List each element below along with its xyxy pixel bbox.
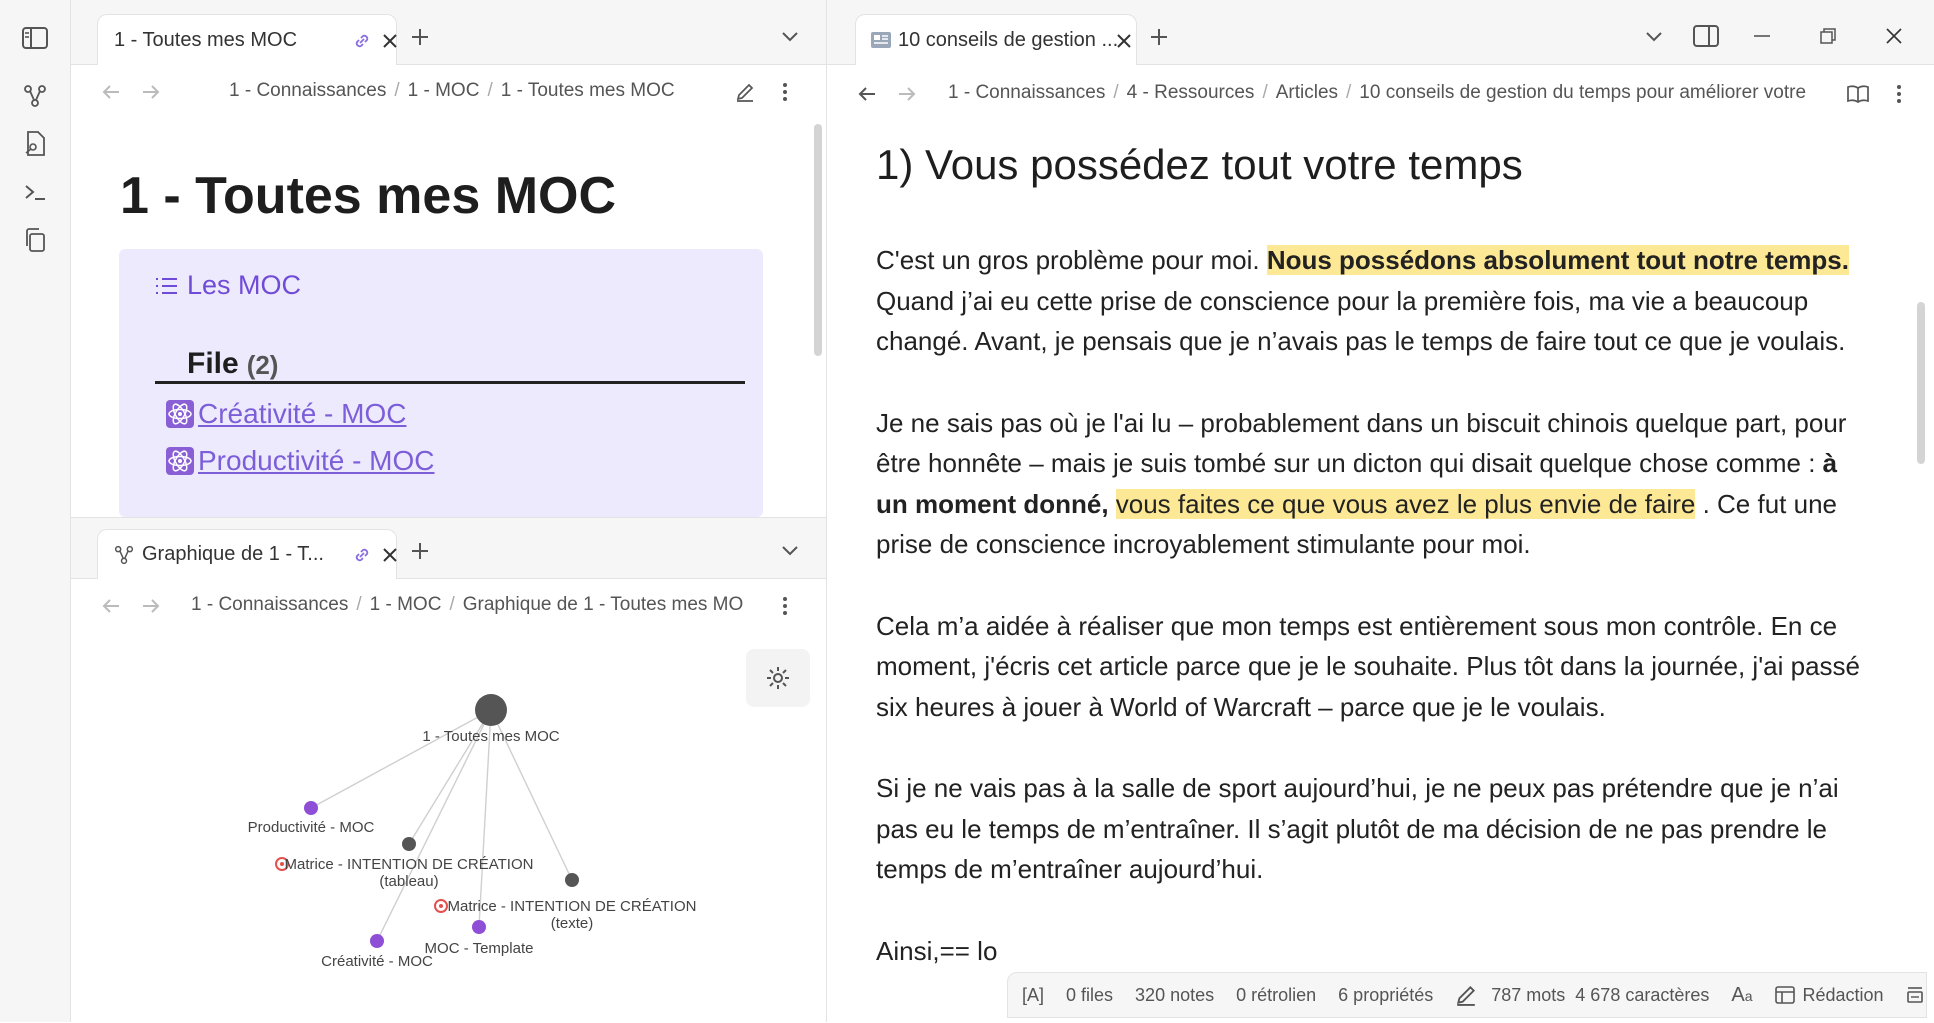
status-a[interactable]: [A] <box>1022 984 1045 1005</box>
copy-pages-icon[interactable] <box>19 224 51 256</box>
article-paragraph: Ainsi,== lo <box>876 935 998 966</box>
tab-title: 10 conseils de gestion ... <box>898 28 1119 51</box>
tab-list-chevron-icon[interactable] <box>1639 22 1669 52</box>
tab-toutes-mes-moc[interactable] <box>97 14 397 65</box>
new-tab-icon[interactable] <box>405 22 435 52</box>
article-paragraph: C'est un gros problème pour moi. Nous possédons absolument tout notre temps. Quand j’ai eu cette prise de conscience pour la première fois, ma vie a beaucoup changé. Avant, je pensais que je n’avais pas le temps de faire tout ce que je voulais. <box>876 245 1849 356</box>
atom-icon <box>166 400 194 428</box>
back-arrow-icon[interactable] <box>97 78 125 106</box>
back-arrow-icon[interactable] <box>853 80 881 108</box>
sidebar-toggle-icon[interactable] <box>19 22 51 54</box>
close-tab-icon[interactable] <box>1112 29 1136 53</box>
tab-list-chevron-icon[interactable] <box>775 22 805 52</box>
minimize-icon[interactable] <box>1745 20 1779 52</box>
editing-mode-label: Rédaction <box>1802 984 1884 1005</box>
graph-node-creativite <box>370 934 384 948</box>
forward-arrow-icon[interactable] <box>893 80 921 108</box>
breadcrumb: 1 - Connaissances / 1 - MOC / 1 - Toutes mes MOC <box>229 80 675 101</box>
graph-edge <box>311 710 491 808</box>
right-navbar <box>827 66 1934 122</box>
status-chars: 4 678 caractères <box>1575 984 1710 1005</box>
tab-title: Graphique de 1 - T... <box>142 543 324 565</box>
editing-mode[interactable] <box>1775 985 1884 1006</box>
graph-label-matrice-texte: Matrice - INTENTION DE CRÉATION <box>447 898 697 915</box>
left-top-navbar <box>71 64 826 120</box>
breadcrumb-item[interactable]: Articles <box>1275 82 1339 103</box>
right-tabbar <box>827 0 1934 65</box>
sync-stack-icon[interactable] <box>1906 985 1924 1005</box>
breadcrumb-item[interactable]: Graphique de 1 - Toutes mes MO <box>462 594 744 615</box>
close-tab-icon[interactable] <box>378 543 402 567</box>
reading-view-book-icon[interactable] <box>1843 80 1873 108</box>
more-options-icon[interactable] <box>773 78 797 106</box>
article-paragraph: Cela m’a aidée à réaliser que mon temps est entièrement sous mon contrôle. En ce moment, j'écris cet article parce que je le souhaite. Plus tôt dans la journée, j'ai passé six heures à jouer à World of Warcraft – parce que je le voulais. <box>876 610 1861 722</box>
graph-tabbar <box>71 518 826 579</box>
graph-icon <box>114 545 134 565</box>
forward-arrow-icon[interactable] <box>137 592 165 620</box>
breadcrumb-item[interactable]: 1 - Toutes mes MOC <box>500 80 675 101</box>
callout-title-text: Les MOC <box>187 270 302 300</box>
font-size-icon[interactable]: Aa <box>1731 983 1753 1006</box>
breadcrumb: 1 - Connaissances / 1 - MOC / Graphique de 1 - Toutes mes MO <box>191 594 744 615</box>
note-title: 1 - Toutes mes MOC <box>120 167 617 225</box>
graph-label-matrice-tableau-sub: (tableau) <box>379 873 439 890</box>
edit-pencil-icon[interactable] <box>731 78 759 106</box>
status-bar <box>1007 972 1927 1018</box>
graph-node-productivite <box>304 801 318 815</box>
breadcrumb-item[interactable]: 4 - Ressources <box>1126 82 1255 103</box>
graph-canvas[interactable] <box>71 638 826 1023</box>
pane-divider[interactable] <box>826 0 827 1022</box>
left-scrollbar[interactable] <box>814 124 822 356</box>
table-header <box>155 338 745 384</box>
list-icon <box>155 276 179 296</box>
new-tab-icon[interactable] <box>405 536 435 566</box>
callout-title <box>155 270 301 301</box>
forward-arrow-icon[interactable] <box>137 78 165 106</box>
graph-navbar <box>71 578 826 634</box>
right-sidebar-toggle-icon[interactable] <box>1689 20 1723 52</box>
graph-node-center <box>475 694 507 726</box>
link-icon[interactable] <box>350 29 374 53</box>
status-notes: 320 notes <box>1135 984 1215 1005</box>
graph-label-matrice-texte-sub: (texte) <box>550 915 594 932</box>
graph-label-creativite: Créativité - MOC <box>321 953 433 970</box>
right-scrollbar[interactable] <box>1917 302 1925 464</box>
daily-note-icon[interactable] <box>19 128 51 160</box>
link-productivite-moc[interactable] <box>166 445 435 477</box>
graph-node-matrice-tableau <box>402 837 416 851</box>
link-text[interactable]: Créativité - MOC <box>198 398 407 429</box>
table-header-label: File <box>187 347 239 380</box>
link-creativite-moc[interactable] <box>166 398 406 430</box>
graph-pane <box>71 517 826 1023</box>
status-words: 787 mots <box>1491 984 1566 1005</box>
link-icon[interactable] <box>350 543 374 567</box>
more-options-icon[interactable] <box>1887 80 1911 108</box>
restore-icon[interactable] <box>1811 20 1845 52</box>
left-top-tabbar <box>71 0 826 65</box>
highlight: vous faites ce que vous avez le plus envie de faire <box>1115 488 1696 519</box>
breadcrumb-item[interactable]: 1 - MOC <box>369 594 442 615</box>
graph-node-template <box>472 920 486 934</box>
graph-label-productivite: Productivité - MOC <box>247 819 375 836</box>
highlight: Nous possédons absolument tout notre temps. <box>1266 245 1849 275</box>
tab-graph[interactable] <box>97 529 397 579</box>
close-tab-icon[interactable] <box>378 29 402 53</box>
breadcrumb-item[interactable]: 10 conseils de gestion du temps pour améliorer votre <box>1359 82 1807 103</box>
close-window-icon[interactable] <box>1877 20 1911 52</box>
atom-icon <box>166 447 194 475</box>
edit-pencil-icon[interactable] <box>1455 984 1477 1006</box>
article-heading: 1) Vous possédez tout votre temps <box>876 141 1523 188</box>
back-arrow-icon[interactable] <box>97 592 125 620</box>
graph-view-icon[interactable] <box>19 80 51 112</box>
article-paragraph: Je ne sais pas où je l'ai lu – probablement dans un biscuit chinois quelque part, pour être honnête – mais je suis tombé sur un dicton qui disait quelque chose comme : à un moment donné, vous faites ce que vous avez le plus envie de faire . Ce fut une prise de conscience incroyablement stimulante pour moi. <box>876 407 1847 559</box>
breadcrumb-item[interactable]: 1 - MOC <box>407 80 480 101</box>
graph-node-matrice-texte <box>565 873 579 887</box>
article-paragraph: Si je ne vais pas à la salle de sport aujourd’hui, je ne peux pas prétendre que je n’ai pas eu le temps de m’entraîner. Il s’agit plutôt de ma décision de ne pas prendre le temps de m’entraîner aujourd’hui. <box>876 773 1839 884</box>
more-options-icon[interactable] <box>773 592 797 620</box>
breadcrumb-item[interactable]: 1 - Connaissances <box>191 594 349 615</box>
tab-article[interactable] <box>855 14 1137 65</box>
graph-label-center: 1 - Toutes mes MOC <box>422 728 560 745</box>
status-files: 0 files <box>1066 984 1114 1005</box>
tab-list-chevron-icon[interactable] <box>775 536 805 566</box>
graph-label-matrice-tableau: Matrice - INTENTION DE CRÉATION <box>284 856 534 873</box>
terminal-icon[interactable] <box>19 176 51 208</box>
new-tab-icon[interactable] <box>1144 22 1174 52</box>
status-backlinks[interactable]: 0 rétrolien <box>1236 984 1317 1005</box>
breadcrumb-item[interactable]: 1 - Connaissances <box>948 82 1106 103</box>
status-properties[interactable]: 6 propriétés <box>1338 984 1434 1005</box>
table-count: (2) <box>246 350 279 380</box>
graph-label-template: MOC - Template <box>424 940 534 957</box>
left-ribbon <box>0 0 71 1022</box>
newspaper-icon <box>870 30 892 50</box>
tab-title: 1 - Toutes mes MOC <box>114 28 298 51</box>
link-text[interactable]: Productivité - MOC <box>198 445 435 476</box>
article-body <box>876 140 1876 1010</box>
breadcrumb: 1 - Connaissances / 4 - Ressources / Articles / 10 conseils de gestion du temps pour améliorer votre <box>948 82 1807 103</box>
breadcrumb-item[interactable]: 1 - Connaissances <box>229 80 387 101</box>
layout-icon <box>1775 986 1795 1004</box>
